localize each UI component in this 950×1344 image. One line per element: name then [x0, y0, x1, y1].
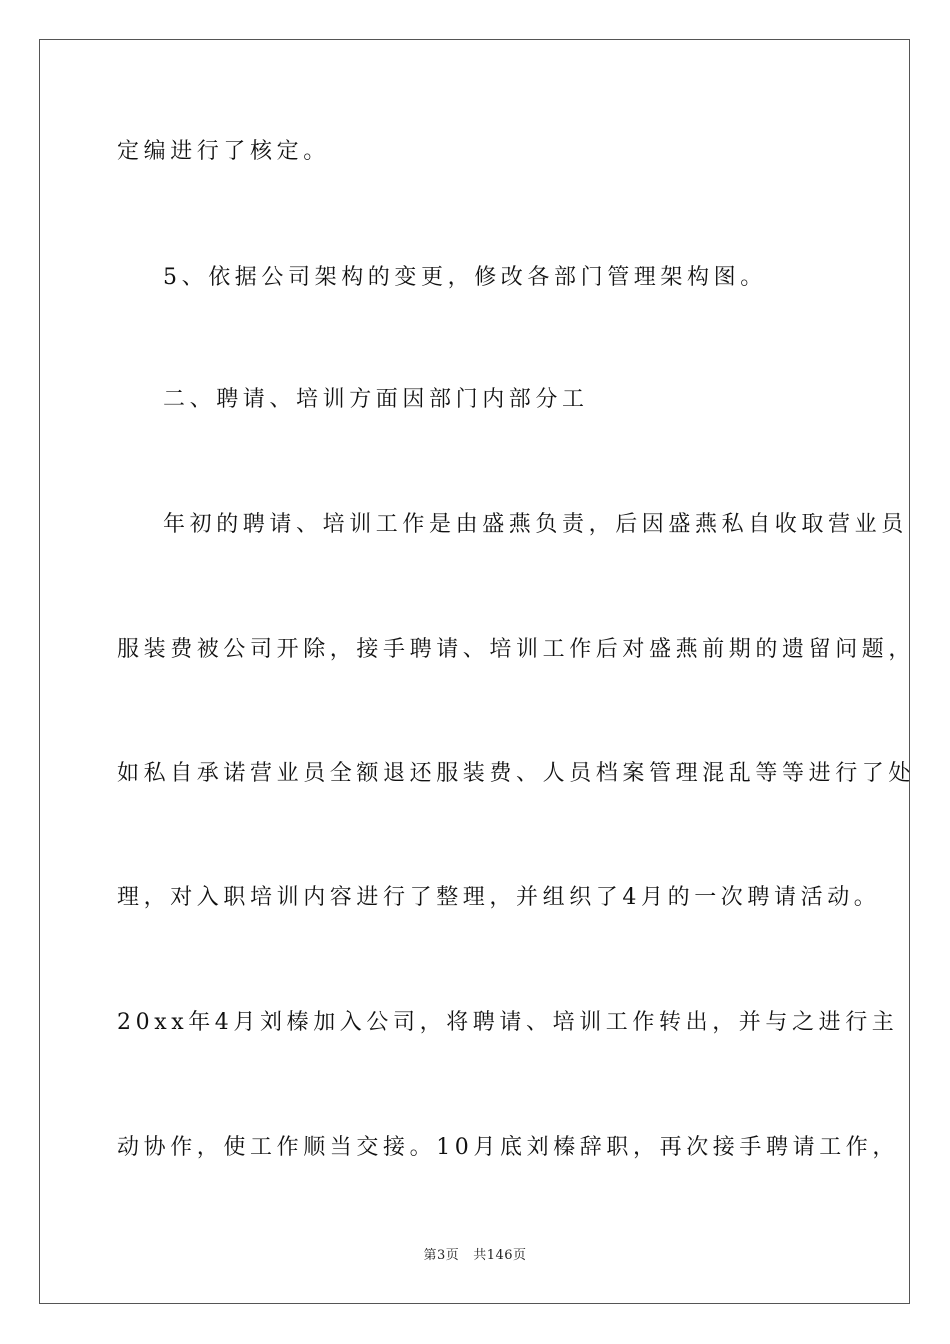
- text-line-1: 定编进行了核定。: [117, 139, 330, 164]
- text-line-2: 5、依据公司架构的变更，修改各部门管理架构图。: [163, 265, 767, 290]
- page-border: [39, 39, 910, 1304]
- page-number: 第3页: [423, 1248, 460, 1263]
- text-line-8: 动协作，使工作顺当交接。10月底刘榛辞职，再次接手聘请工作，: [117, 1135, 899, 1160]
- page-footer: [0, 1244, 950, 1263]
- text-line-3: 年初的聘请、培训工作是由盛燕负责，后因盛燕私自收取营业员: [163, 512, 908, 537]
- text-line-4: 服装费被公司开除，接手聘请、培训工作后对盛燕前期的遗留问题，: [117, 637, 916, 662]
- total-pages: 共146页: [473, 1248, 527, 1263]
- section-heading: 二、聘请、培训方面因部门内部分工: [163, 387, 589, 412]
- text-line-7: 20xx年4月刘榛加入公司，将聘请、培训工作转出，并与之进行主: [117, 1010, 899, 1035]
- text-line-5: 如私自承诺营业员全额退还服装费、人员档案管理混乱等等进行了处: [117, 761, 916, 786]
- text-line-6: 理，对入职培训内容进行了整理，并组织了4月的一次聘请活动。: [117, 885, 881, 910]
